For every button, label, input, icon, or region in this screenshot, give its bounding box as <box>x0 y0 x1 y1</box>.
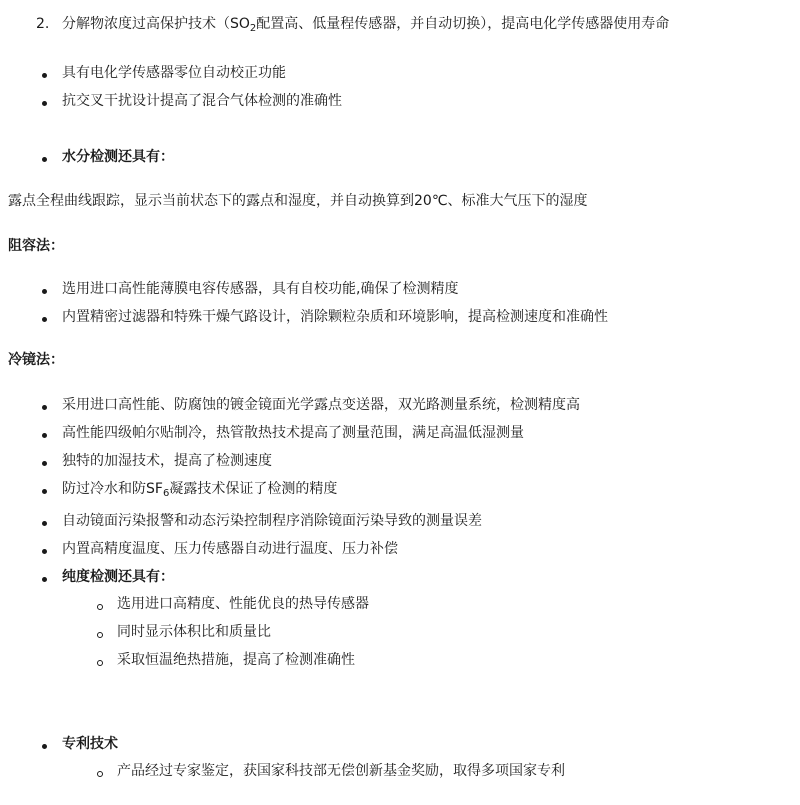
bullet-circle <box>97 604 103 610</box>
bullet-disc <box>42 521 47 526</box>
sf6-sub: 6 <box>162 488 170 499</box>
sub-list-item: 同时显示体积比和质量比 <box>117 624 271 640</box>
list-item: 选用进口高性能薄膜电容传感器，具有自校功能,确保了检测精度 <box>62 281 459 297</box>
list-item: 内置精密过滤器和特殊干燥气路设计，消除颗粒杂质和环境影响，提高检测速度和准确性 <box>62 309 608 325</box>
intro-item <box>62 14 669 34</box>
bullet-disc <box>42 744 47 749</box>
sub-list-item: 产品经过专家鉴定，获国家科技部无偿创新基金奖励，取得多项国家专利 <box>117 763 565 779</box>
sub-list-item: 选用进口高精度、性能优良的热导传感器 <box>117 596 369 612</box>
sf6-after: 凝露技术保证了检测的精度 <box>169 481 338 497</box>
sub-list-item: 采取恒温绝热措施，提高了检测准确性 <box>117 652 355 668</box>
intro-item-after: 配置高、低量程传感器，并自动切换），提高电化学传感器使用寿命 <box>256 16 670 32</box>
bullet-circle <box>97 632 103 638</box>
bullet-disc <box>42 317 47 322</box>
list-item: 独特的加湿技术，提高了检测速度 <box>62 453 272 469</box>
resistance-heading: 阻容法： <box>8 238 64 254</box>
bullet-circle <box>97 660 103 666</box>
bullet-disc <box>42 549 47 554</box>
bullet-disc <box>42 73 47 78</box>
bullet-disc <box>42 489 47 494</box>
bullet-disc <box>42 433 47 438</box>
list-item-sf6 <box>62 479 337 499</box>
sf6-before: 防过冷水和防SF <box>62 481 163 497</box>
bullet-disc <box>42 577 47 582</box>
moisture-description: 露点全程曲线跟踪，显示当前状态下的露点和湿度，并自动换算到20℃、标准大气压下的湿度 <box>8 193 588 209</box>
mirror-heading: 冷镜法： <box>8 352 64 368</box>
list-number: 2. <box>36 16 50 32</box>
intro-item-sub: 2 <box>249 23 257 34</box>
list-item: 具有电化学传感器零位自动校正功能 <box>62 65 286 81</box>
purity-heading: 纯度检测还具有： <box>62 569 174 585</box>
moisture-heading: 水分检测还具有： <box>62 149 174 165</box>
list-item: 高性能四级帕尔贴制冷，热管散热技术提高了测量范围，满足高温低湿测量 <box>62 425 524 441</box>
bullet-disc <box>42 289 47 294</box>
list-item: 内置高精度温度、压力传感器自动进行温度、压力补偿 <box>62 541 398 557</box>
intro-item-before: 分解物浓度过高保护技术（SO <box>62 16 250 32</box>
bullet-disc <box>42 157 47 162</box>
bullet-disc <box>42 101 47 106</box>
bullet-disc <box>42 405 47 410</box>
list-item: 采用进口高性能、防腐蚀的镀金镜面光学露点变送器，双光路测量系统，检测精度高 <box>62 397 580 413</box>
bullet-disc <box>42 461 47 466</box>
list-item: 抗交叉干扰设计提高了混合气体检测的准确性 <box>62 93 342 109</box>
patent-heading: 专利技术 <box>62 736 118 752</box>
list-item: 自动镜面污染报警和动态污染控制程序消除镜面污染导致的测量误差 <box>62 513 482 529</box>
bullet-circle <box>97 771 103 777</box>
